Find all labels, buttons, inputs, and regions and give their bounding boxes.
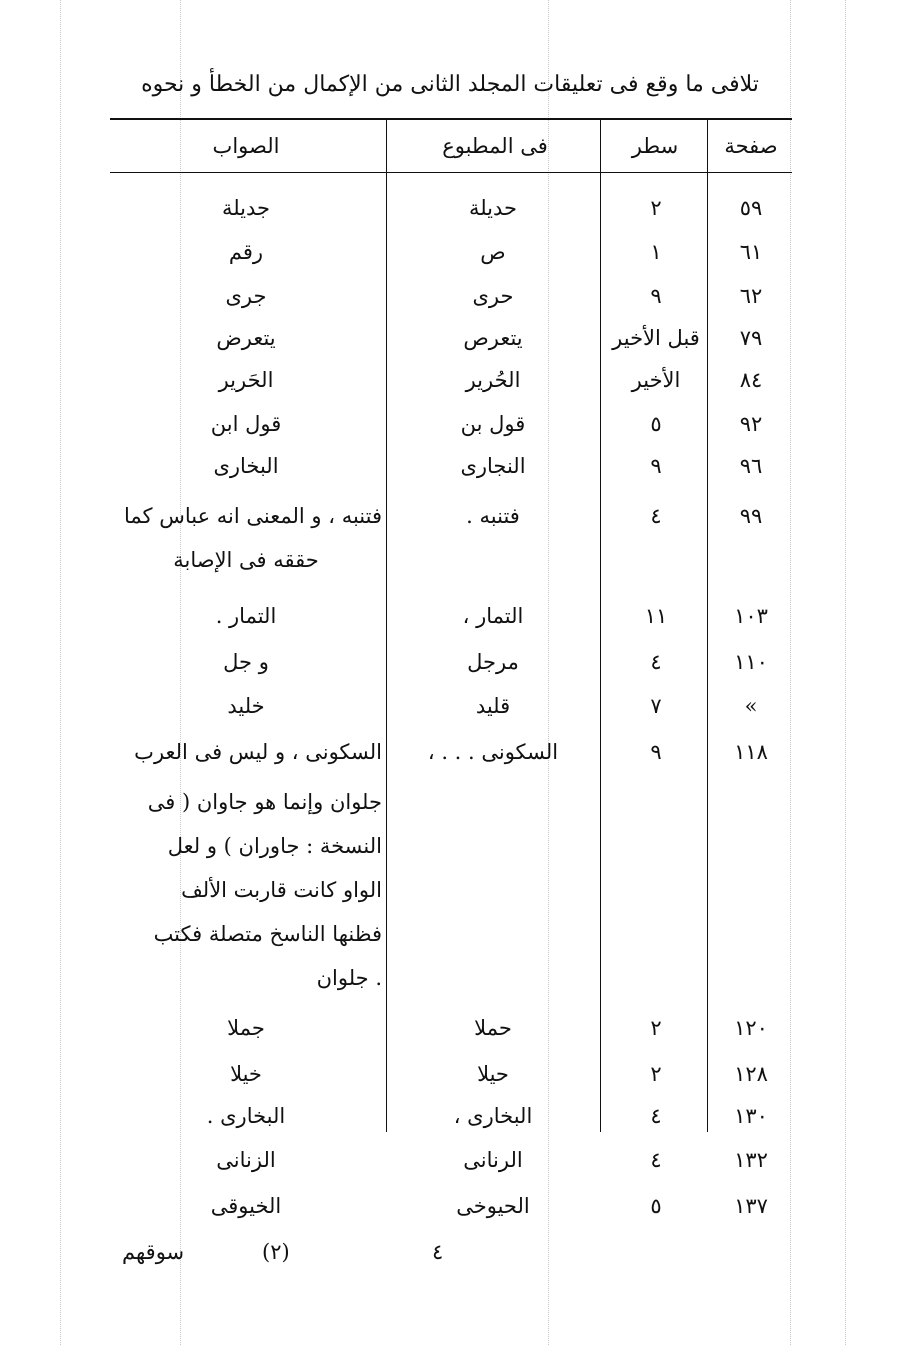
cell-correct: السكونى ، و ليس فى العرب <box>134 740 382 764</box>
header-page: صفحة <box>724 134 778 158</box>
cell-printed: ص <box>480 240 506 264</box>
cell-correct: رقم <box>228 240 264 264</box>
note-line: الواو كانت قاربت الألف <box>181 878 382 902</box>
scan-dotted-line <box>845 0 846 1345</box>
cell-line: ٧ <box>650 694 662 718</box>
column-divider <box>600 120 601 1132</box>
cell-correct: الخيوقى <box>210 1194 282 1218</box>
cell-correct: جرى <box>225 284 267 308</box>
cell-printed: التمار ، <box>462 604 524 628</box>
cell-page: ٩٢ <box>739 412 763 436</box>
cell-correct: الحَرير <box>218 368 274 392</box>
cell-line: ٢ <box>650 1062 662 1086</box>
cell-line: ١١ <box>644 604 668 628</box>
cell-printed: قول بن <box>460 412 526 436</box>
cell-page: ٨٤ <box>739 368 763 392</box>
header-line: سطر <box>631 134 679 158</box>
cell-correct: خيلا <box>230 1062 262 1086</box>
cell-page: ١٣٢ <box>734 1148 768 1172</box>
cell-correct: قول ابن <box>210 412 282 436</box>
cell-line: ٢ <box>650 1016 662 1040</box>
cell-page: ٩٦ <box>739 454 763 478</box>
cell-printed: حملا <box>474 1016 512 1040</box>
cell-printed: النجارى <box>460 454 526 478</box>
cell-page: ٥٩ <box>739 196 763 220</box>
cell-printed: حرى <box>472 284 514 308</box>
cell-printed: يتعرص <box>463 326 523 350</box>
cell-correct: جديلة <box>221 196 271 220</box>
cell-correct: البخارى . <box>206 1104 286 1128</box>
cell-line: ٤ <box>650 504 662 528</box>
cell-line: قبل الأخير <box>612 326 700 350</box>
cell-printed: السكونى . . . ، <box>427 740 559 764</box>
cell-line: الأخير <box>631 368 681 392</box>
cell-correct: حققه فى الإصابة <box>173 548 319 572</box>
cell-correct: الزنانى <box>216 1148 276 1172</box>
footer-signature: (٢) <box>262 1240 290 1264</box>
header-correct: الصواب <box>212 134 280 158</box>
cell-line: ٥ <box>650 412 662 436</box>
cell-line: ١ <box>650 240 662 264</box>
note-line: جلوان وإنما هو جاوان ( فى <box>147 790 382 814</box>
cell-page: ٦١ <box>739 240 763 264</box>
cell-page: ١١٠ <box>734 650 768 674</box>
cell-line: ٩ <box>650 454 662 478</box>
note-line: فظنها الناسخ متصلة فكتب <box>153 922 382 946</box>
cell-correct: التمار . <box>215 604 277 628</box>
cell-page: ١٣٠ <box>734 1104 768 1128</box>
cell-correct: و جل <box>223 650 269 674</box>
footer-page-number: ٤ <box>432 1240 444 1264</box>
note-line: النسخة : جاوران ) و لعل <box>167 834 382 858</box>
cell-printed: الحيوخى <box>456 1194 530 1218</box>
cell-line: ٢ <box>650 196 662 220</box>
cell-page: ١٠٣ <box>734 604 768 628</box>
cell-page: ١٢٠ <box>734 1016 768 1040</box>
cell-printed: الحُرير <box>465 368 521 392</box>
cell-correct: خليد <box>227 694 265 718</box>
cell-page: » <box>744 694 758 718</box>
footer-name: سوقهم <box>122 1240 185 1264</box>
cell-page: ٩٩ <box>739 504 763 528</box>
cell-page: ٦٢ <box>739 284 763 308</box>
cell-line: ٥ <box>650 1194 662 1218</box>
table-header-rule <box>110 172 792 173</box>
cell-page: ١٣٧ <box>734 1194 768 1218</box>
cell-printed: الرنانى <box>463 1148 523 1172</box>
cell-line: ٤ <box>650 650 662 674</box>
header-printed: فى المطبوع <box>442 134 548 158</box>
cell-printed: حديلة <box>468 196 518 220</box>
cell-page: ١٢٨ <box>734 1062 768 1086</box>
cell-correct: فتنبه ، و المعنى انه عباس كما <box>124 504 382 528</box>
cell-printed: البخارى ، <box>453 1104 533 1128</box>
cell-line: ٩ <box>650 740 662 764</box>
cell-printed: مرجل <box>467 650 519 674</box>
cell-line: ٩ <box>650 284 662 308</box>
cell-printed: فتنبه . <box>466 504 520 528</box>
cell-printed: حيلا <box>477 1062 509 1086</box>
scan-dotted-line <box>60 0 61 1345</box>
page-title: تلافی ما وقع فی تعلیقات المجلد الثانی من الإکمال من الخطأ و نحوه <box>141 72 759 97</box>
cell-printed: قليد <box>475 694 511 718</box>
cell-page: ١١٨ <box>734 740 768 764</box>
cell-correct: جملا <box>227 1016 265 1040</box>
cell-page: ٧٩ <box>739 326 763 350</box>
table-top-rule <box>110 118 792 120</box>
cell-correct: البخارى <box>213 454 279 478</box>
cell-line: ٤ <box>650 1104 662 1128</box>
cell-correct: يتعرض <box>216 326 276 350</box>
note-line: جلوان . <box>316 966 382 990</box>
cell-line: ٤ <box>650 1148 662 1172</box>
